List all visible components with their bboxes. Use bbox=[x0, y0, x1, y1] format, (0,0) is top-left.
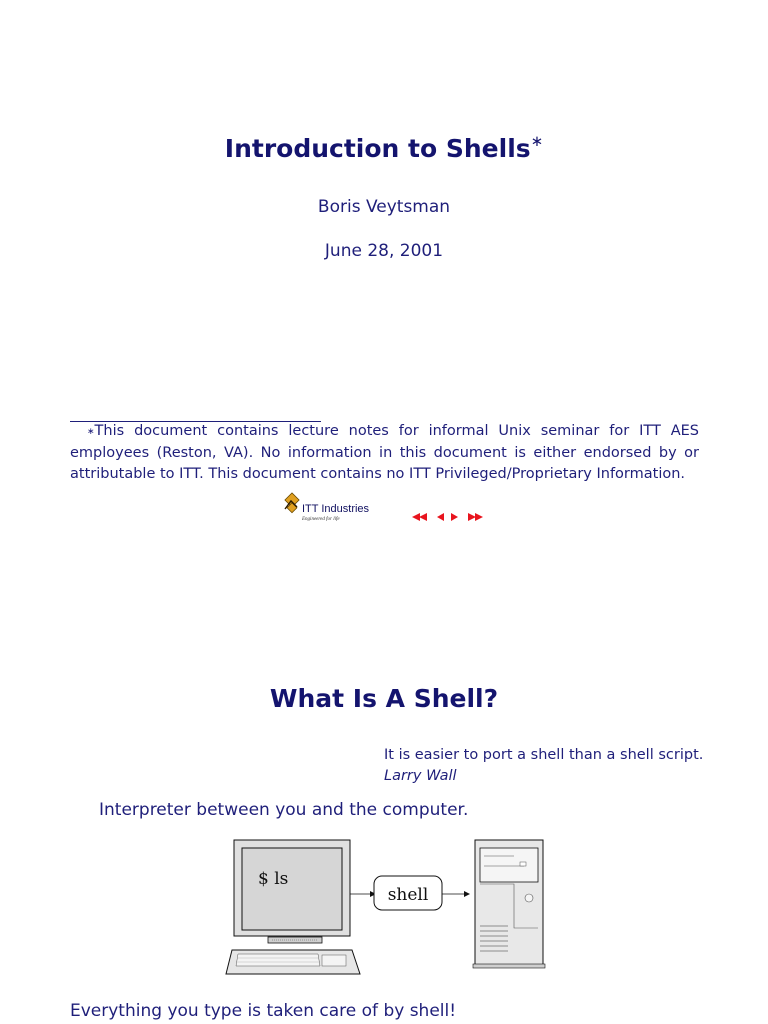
intro-text: Interpreter between you and the computer. bbox=[99, 800, 469, 820]
double-right-triangle-icon bbox=[468, 513, 476, 521]
title-footnote-mark: ∗ bbox=[530, 132, 544, 150]
author-name: Boris Veytsman bbox=[317, 197, 451, 217]
nav-prev-button[interactable] bbox=[437, 513, 444, 521]
section-title: What Is A Shell? bbox=[269, 684, 499, 713]
footnote-mark: ∗ bbox=[87, 427, 95, 437]
page-title bbox=[0, 134, 768, 163]
nav-next-button[interactable] bbox=[451, 513, 458, 521]
footnote-text: This document contains lecture notes for informal Unix seminar for ITT AES employees (Reston, VA). No information in this document is either endorsed by or attributable to ITT. This document contains no ITT Privileged/Proprietary Information. bbox=[70, 423, 699, 482]
epigraph-author: Larry Wall bbox=[384, 768, 457, 784]
monitor-icon bbox=[226, 840, 360, 974]
double-left-triangle-icon bbox=[412, 513, 420, 521]
logo-name: ITT Industries bbox=[302, 503, 370, 515]
computer-tower-icon bbox=[473, 840, 545, 968]
publication-date: June 28, 2001 bbox=[324, 241, 444, 261]
epigraph bbox=[384, 745, 703, 787]
right-triangle-icon bbox=[451, 513, 458, 521]
shell-diagram bbox=[224, 838, 546, 978]
left-triangle-icon bbox=[437, 513, 444, 521]
title-text: Introduction to Shells bbox=[224, 134, 531, 163]
nav-last-button[interactable] bbox=[468, 513, 483, 521]
nav-controls bbox=[410, 511, 486, 525]
logo-tagline: Engineered for life bbox=[302, 517, 340, 522]
shell-box-label: shell bbox=[387, 885, 429, 905]
screen-text: $ ls bbox=[258, 869, 289, 889]
footnote bbox=[70, 421, 699, 486]
nav-first-button[interactable] bbox=[412, 513, 427, 521]
epigraph-quote: It is easier to port a shell than a shell script. bbox=[384, 747, 704, 763]
conclusion-text: Everything you type is taken care of by shell! bbox=[70, 1001, 457, 1021]
